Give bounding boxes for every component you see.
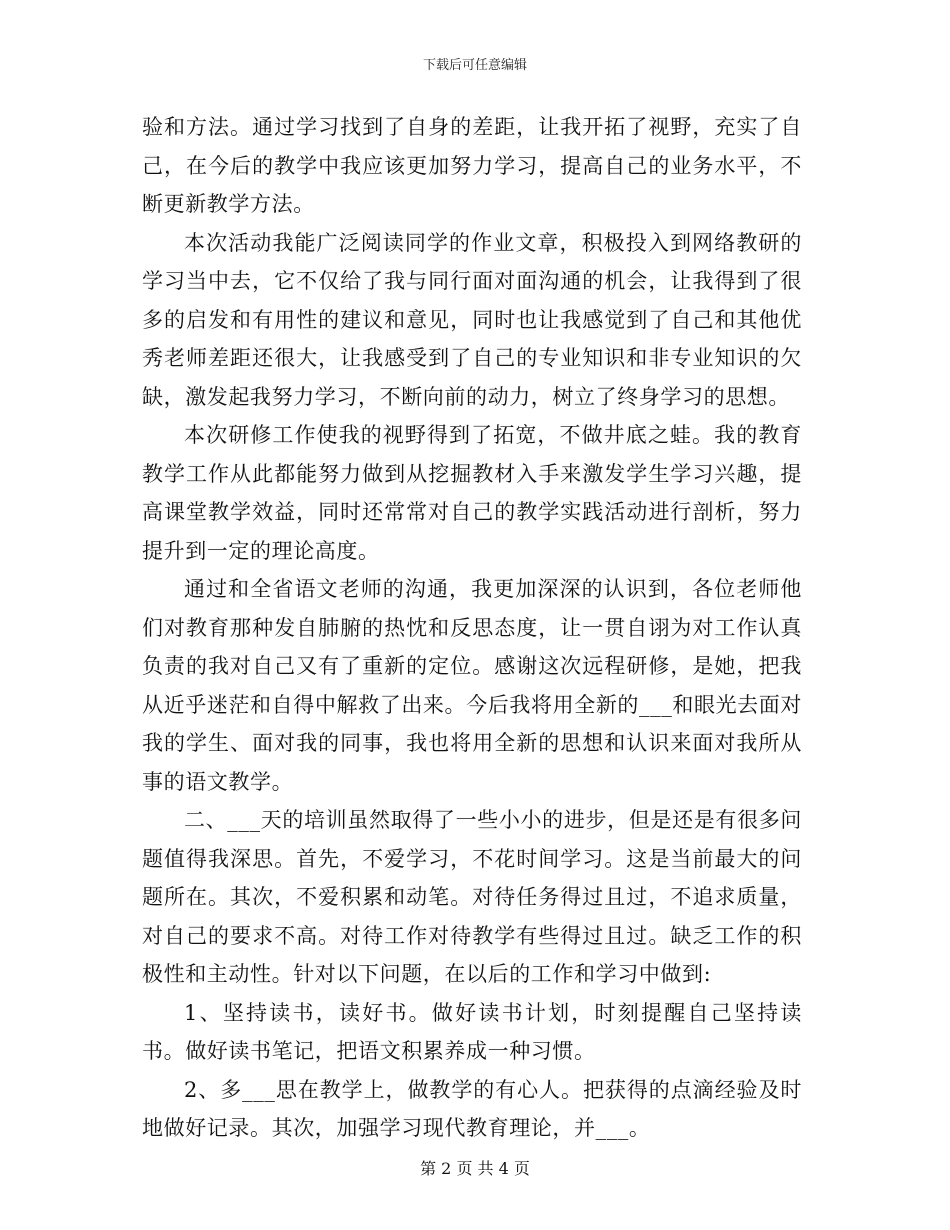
page-header: 下载后可任意编辑	[422, 58, 527, 73]
paragraph: 本次研修工作使我的视野得到了拓宽，不做井底之蛙。我的教育教学工作从此都能努力做到从挖掘教材入手来激发学生学习兴趣，提高课堂教学效益，同时还常常对自己的教学实践活动进行剖析，努力提升到一定的理论高度。	[142, 423, 802, 563]
list-item-paragraph: 1、坚持读书，读好书。做好读书计划，时刻提醒自己坚持读书。做好读书笔记，把语文积累养成一种习惯。	[142, 1000, 802, 1063]
list-item-paragraph: 2、多___思在教学上，做教学的有心人。把获得的点滴经验及时地做好记录。其次，加强学习现代教育理论，并___。	[142, 1077, 802, 1140]
paragraph-continued: 验和方法。通过学习找到了自身的差距，让我开拓了视野，充实了自己，在今后的教学中我应该更加努力学习，提高自己的业务水平，不断更新教学方法。	[142, 115, 802, 216]
document-body	[142, 108, 802, 1148]
paragraph: 本次活动我能广泛阅读同学的作业文章，积极投入到网络教研的学习当中去，它不仅给了我与同行面对面沟通的机会，让我得到了很多的启发和有用性的建议和意见，同时也让我感觉到了自己和其他优秀老师差距还很大，让我感受到了自己的专业知识和非专业知识的欠缺，激发起我努力学习，不断向前的动力，树立了终身学习的思想。	[142, 230, 802, 409]
page-footer: 第 2 页 共 4 页	[420, 1159, 530, 1178]
paragraph: 通过和全省语文老师的沟通，我更加深深的认识到，各位老师他们对教育那种发自肺腑的热忱和反思态度，让一贯自诩为对工作认真负责的我对自己又有了重新的定位。感谢这次远程研修，是她，把我从近乎迷茫和自得中解救了出来。今后我将用全新的___和眼光去面对我的学生、面对我的同事，我也将用全新的思想和认识来面对我所从事的语文教学。	[142, 577, 802, 794]
paragraph: 二、___天的培训虽然取得了一些小小的进步，但是还是有很多问题值得我深思。首先，不爱学习，不花时间学习。这是当前最大的问题所在。其次，不爱积累和动笔。对待任务得过且过，不追求质量，对自己的要求不高。对待工作对待教学有些得过且过。缺乏工作的积极性和主动性。针对以下问题，在以后的工作和学习中做到:	[142, 808, 802, 986]
